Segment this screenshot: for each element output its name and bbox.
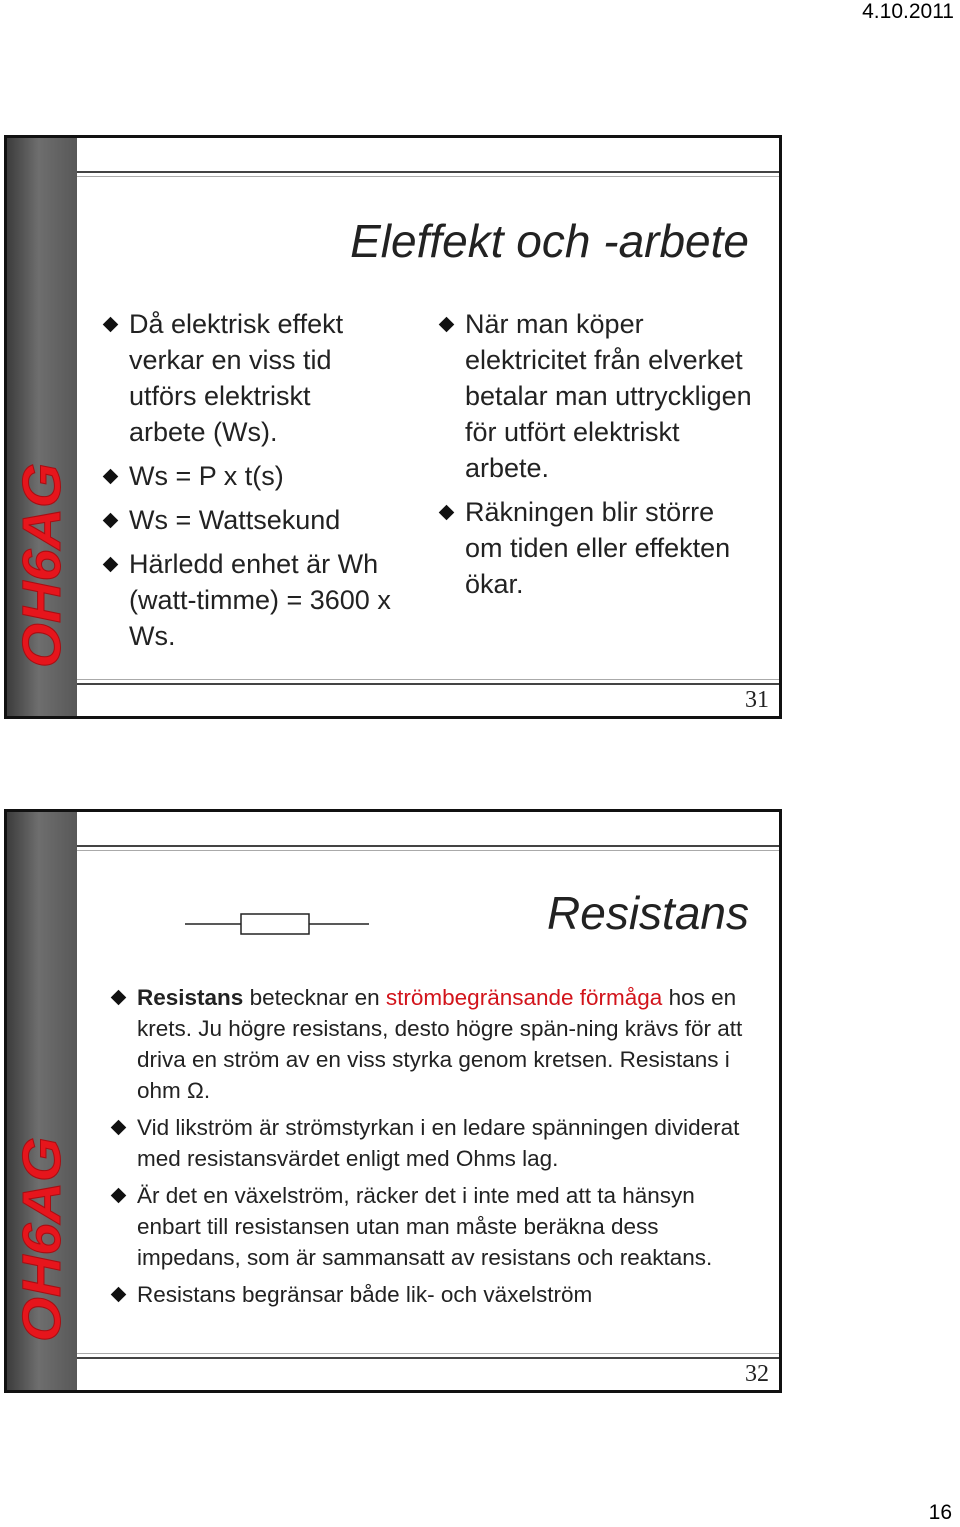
top-rule	[77, 171, 779, 173]
top-rule	[77, 845, 779, 847]
list-item: När man köper elektricitet från elverket betalar man uttryckligen för utfört elektriskt arbete.	[439, 306, 759, 486]
diamond-bullet-icon	[111, 1188, 127, 1204]
top-rule-thin	[77, 176, 779, 177]
bottom-rule-thin	[77, 679, 779, 680]
bottom-rule	[77, 1357, 779, 1359]
page-date: 4.10.2011	[862, 0, 954, 23]
diamond-bullet-icon	[111, 1287, 127, 1303]
resistor-symbol-icon	[185, 912, 371, 936]
diamond-bullet-icon	[439, 317, 455, 333]
left-bullet-list	[103, 306, 393, 662]
list-item: Ws = P x t(s)	[103, 458, 393, 494]
list-item: Härledd enhet är Wh (watt-timme) = 3600 x Ws.	[103, 546, 393, 654]
diamond-bullet-icon	[103, 317, 119, 333]
diamond-bullet-icon	[439, 505, 455, 521]
list-item: Räkningen blir större om tiden eller effekten ökar.	[439, 494, 759, 602]
slide-32	[4, 809, 782, 1393]
diamond-bullet-icon	[111, 1120, 127, 1136]
diamond-bullet-icon	[103, 469, 119, 485]
list-item: Då elektrisk effekt verkar en viss tid utförs elektriskt arbete (Ws).	[103, 306, 393, 450]
slide-title: Eleffekt och -arbete	[350, 215, 749, 267]
list-item: Resistans begränsar både lik- och växelström	[111, 1279, 751, 1310]
list-item: Resistans betecknar en strömbegränsande förmåga hos en krets. Ju högre resistans, desto högre spän-ning krävs för att driva en ström av en viss styrka genom kretsen. Resistans i ohm Ω.	[111, 982, 751, 1106]
oh6ag-logo-icon	[7, 1130, 77, 1345]
diamond-bullet-icon	[103, 513, 119, 529]
slide-number: 31	[745, 687, 769, 713]
slide-title: Resistans	[547, 887, 749, 939]
top-rule-thin	[77, 850, 779, 851]
list-item: Vid likström är strömstyrkan i en ledare spänningen dividerat med resistansvärdet enligt med Ohms lag.	[111, 1112, 751, 1174]
page-number: 16	[928, 1501, 952, 1524]
logo-text: OH6AG	[12, 475, 72, 668]
list-item: Är det en växelström, räcker det i inte med att ta hänsyn enbart till resistansen utan man måste beräkna dess impedans, som är sammansatt av resistans och reaktans.	[111, 1180, 751, 1273]
bottom-rule-thin	[77, 1353, 779, 1354]
logo-text: OH6AG	[12, 1149, 72, 1342]
slide-number: 32	[745, 1361, 769, 1387]
right-bullet-list	[439, 306, 759, 610]
slide-31	[4, 135, 782, 719]
oh6ag-logo-icon	[7, 456, 77, 671]
bottom-rule	[77, 683, 779, 685]
diamond-bullet-icon	[103, 557, 119, 573]
diamond-bullet-icon	[111, 990, 127, 1006]
list-item: Ws = Wattsekund	[103, 502, 393, 538]
resistans-bullet-list	[111, 982, 751, 1316]
